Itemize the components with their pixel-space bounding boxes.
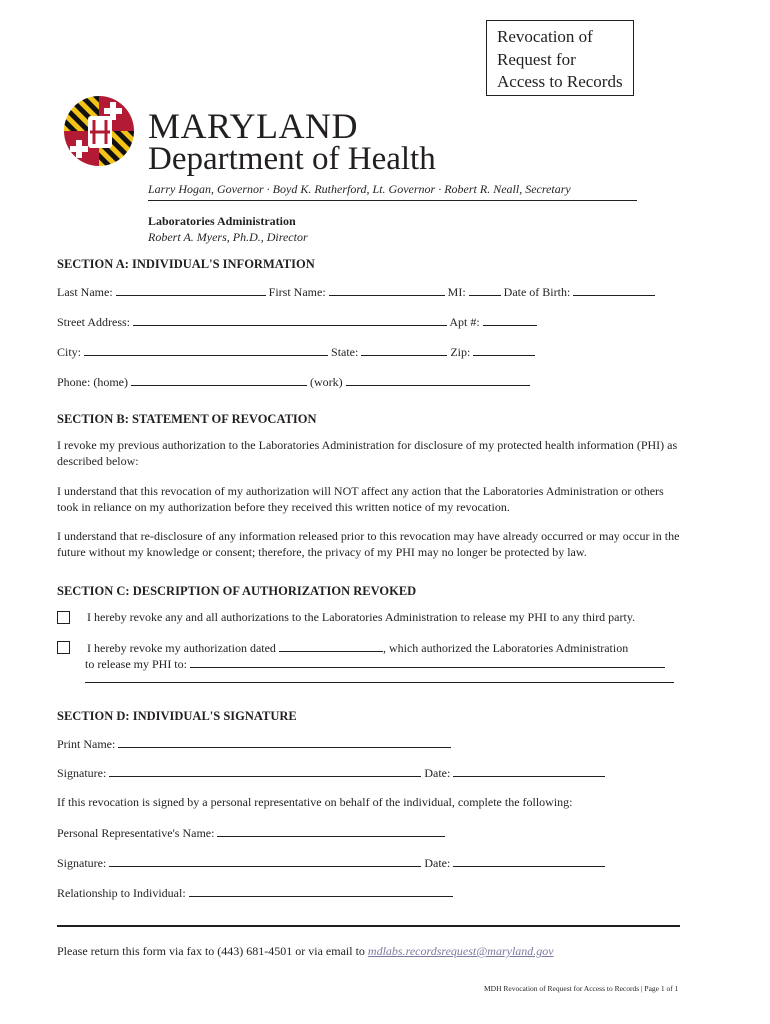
phone-home-field[interactable] [131, 374, 307, 386]
release-to-row [85, 656, 665, 672]
rep-name-field[interactable] [217, 825, 445, 837]
street-field[interactable] [133, 314, 447, 326]
apt-label: Apt #: [449, 315, 480, 329]
section-d-heading: SECTION D: INDIVIDUAL'S SIGNATURE [57, 709, 297, 723]
header-divider [148, 200, 637, 201]
last-name-field[interactable] [116, 284, 266, 296]
org-name-line-1: MARYLAND [148, 106, 359, 146]
print-name-field[interactable] [118, 736, 451, 748]
form-title-box [486, 20, 634, 96]
mi-label: MI: [447, 285, 466, 299]
dob-field[interactable] [573, 284, 655, 296]
email-link[interactable]: mdlabs.recordsrequest@maryland.gov [367, 944, 554, 958]
revocation-paragraph-2: I understand that this revocation of my authorization will NOT affect any action that the Laboratories Administration or others took in reliance on my authorization before they received this written notice of my revocation. [57, 484, 664, 514]
print-name-label: Print Name: [57, 737, 116, 751]
form-title-line-1: Revocation of [497, 27, 593, 46]
phone-home-label: Phone: (home) [57, 375, 128, 389]
division-director: Robert A. Myers, Ph.D., Director [148, 230, 308, 244]
revoke-all-checkbox[interactable] [57, 611, 70, 624]
apt-field[interactable] [483, 314, 537, 326]
division-name: Laboratories Administration [148, 214, 296, 228]
city-label: City: [57, 345, 82, 359]
last-name-label: Last Name: [57, 285, 113, 299]
relationship-field[interactable] [189, 885, 453, 897]
release-to-field-line-2[interactable] [85, 682, 674, 683]
return-note: Please return this form via fax to (443) 681-4501 or via email to [57, 944, 365, 958]
signature-field[interactable] [109, 765, 421, 777]
state-label: State: [331, 345, 359, 359]
street-row [57, 314, 537, 330]
release-to-field[interactable] [190, 656, 665, 668]
release-to-label: to release my PHI to: [85, 657, 187, 671]
zip-label: Zip: [450, 345, 471, 359]
relationship-row [57, 885, 453, 901]
section-c-heading: SECTION C: DESCRIPTION OF AUTHORIZATION REVOKED [57, 584, 417, 598]
mi-field[interactable] [469, 284, 501, 296]
state-field[interactable] [361, 344, 447, 356]
rep-date-field[interactable] [453, 855, 605, 867]
phone-work-field[interactable] [346, 374, 530, 386]
page-footer: MDH Revocation of Request for Access to Records | Page 1 of 1 [484, 984, 679, 993]
rep-signature-label: Signature: [57, 856, 107, 870]
name-row [57, 284, 655, 300]
city-row [57, 344, 535, 360]
rep-signature-row [57, 855, 605, 871]
print-name-row [57, 736, 451, 752]
revoke-dated-row [87, 640, 628, 656]
revoke-dated-checkbox[interactable] [57, 641, 70, 654]
revoke-dated-label-cont: , which authorized the Laboratories Administration [382, 641, 629, 655]
dob-label: Date of Birth: [503, 285, 571, 299]
date-label: Date: [424, 766, 451, 780]
form-title-line-2: Request for [497, 49, 576, 69]
signature-row [57, 765, 605, 781]
authorization-date-field[interactable] [279, 640, 383, 652]
rep-signature-field[interactable] [109, 855, 421, 867]
zip-field[interactable] [473, 344, 535, 356]
first-name-label: First Name: [268, 285, 326, 299]
revocation-paragraph-3: I understand that re-disclosure of any information released prior to this revocation may have already occurred or may occur in the future without my knowledge or consent; therefore, the privacy of my PHI may no longer be protected by law. [57, 529, 680, 559]
phone-row [57, 374, 530, 390]
representative-note: If this revocation is signed by a personal representative on behalf of the individual, complete the following: [57, 795, 573, 809]
officials-line: Larry Hogan, Governor · Boyd K. Rutherford, Lt. Governor · Robert R. Neall, Secretary [148, 182, 571, 196]
date-field[interactable] [453, 765, 605, 777]
relationship-label: Relationship to Individual: [57, 886, 186, 900]
revoke-dated-label: I hereby revoke my authorization dated [87, 641, 276, 655]
revoke-all-label: I hereby revoke any and all authorizations to the Laboratories Administration to release my PHI to any third party. [87, 610, 636, 624]
return-instructions [57, 944, 554, 959]
section-b-heading: SECTION B: STATEMENT OF REVOCATION [57, 412, 317, 426]
maryland-flag-seal-icon [62, 94, 136, 168]
rep-name-label: Personal Representative's Name: [57, 826, 215, 840]
section-a-heading: SECTION A: INDIVIDUAL'S INFORMATION [57, 257, 315, 271]
phone-work-label: (work) [310, 375, 343, 389]
rep-name-row [57, 825, 445, 841]
org-name-line-2: Department of Health [148, 141, 436, 177]
signature-label: Signature: [57, 766, 107, 780]
rep-date-label: Date: [424, 856, 451, 870]
street-label: Street Address: [57, 315, 130, 329]
city-field[interactable] [84, 344, 328, 356]
form-title-line-3: Access to Records [497, 72, 623, 91]
first-name-field[interactable] [329, 284, 445, 296]
revocation-paragraph-1: I revoke my previous authorization to the Laboratories Administration for disclosure of my protected health information (PHI) as described below: [57, 438, 678, 468]
footer-divider [57, 925, 680, 927]
